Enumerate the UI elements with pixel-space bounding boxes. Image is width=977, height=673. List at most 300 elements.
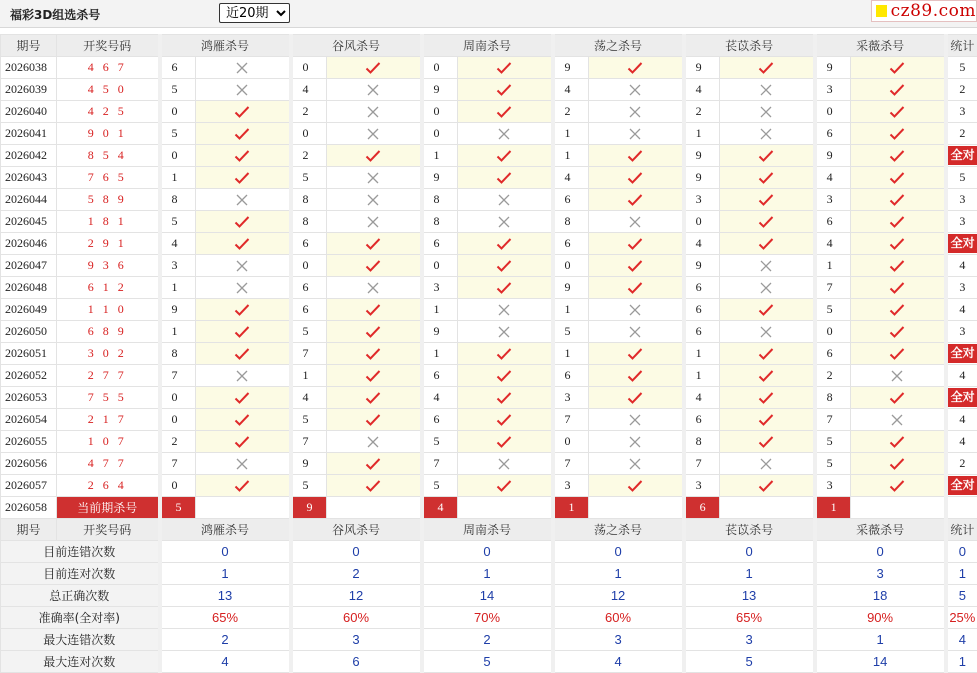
red-check-icon	[327, 233, 422, 255]
red-check-icon	[720, 299, 815, 321]
brand-logo[interactable]	[871, 0, 977, 22]
tally-count: 3	[959, 324, 965, 338]
gray-cross-icon	[458, 321, 553, 343]
stat-row	[1, 541, 977, 563]
draw-number: 4 6 7	[57, 57, 160, 79]
stat-value: 14	[422, 585, 553, 607]
stat-row	[1, 629, 977, 651]
kill-number: 1	[422, 145, 458, 167]
kill-number: 2	[291, 101, 327, 123]
kill-number: 7	[815, 409, 851, 431]
issue-number: 2026055	[1, 431, 57, 453]
red-check-icon	[589, 167, 684, 189]
tally-cell	[946, 453, 977, 475]
gray-cross-icon	[327, 431, 422, 453]
red-check-icon	[458, 233, 553, 255]
kill-number: 2	[160, 431, 196, 453]
stat-value: 1	[160, 563, 291, 585]
draw-number: 3 0 2	[57, 343, 160, 365]
gray-cross-icon	[720, 79, 815, 101]
all-correct-badge: 全对	[948, 388, 977, 407]
stat-value: 5	[422, 651, 553, 673]
tally-cell	[946, 189, 977, 211]
kill-number: 6	[684, 277, 720, 299]
issue-number: 2026040	[1, 101, 57, 123]
current-kill-number: 9	[291, 497, 327, 519]
kill-number: 5	[160, 123, 196, 145]
red-check-icon	[720, 343, 815, 365]
tally-cell	[946, 321, 977, 343]
stat-value: 1	[422, 563, 553, 585]
kill-number: 4	[422, 387, 458, 409]
stat-value: 4	[160, 651, 291, 673]
issue-number: 2026047	[1, 255, 57, 277]
kill-number: 4	[684, 387, 720, 409]
kill-number: 4	[291, 79, 327, 101]
stat-value: 2	[160, 629, 291, 651]
issue-number: 2026050	[1, 321, 57, 343]
stat-value: 6	[291, 651, 422, 673]
tally-cell	[946, 365, 977, 387]
kill-number: 0	[684, 211, 720, 233]
kill-number: 7	[815, 277, 851, 299]
red-check-icon	[851, 101, 946, 123]
issue-number: 2026038	[1, 57, 57, 79]
red-check-icon	[458, 101, 553, 123]
red-check-icon	[851, 123, 946, 145]
brand-square-icon	[876, 5, 887, 17]
kill-number: 9	[422, 79, 458, 101]
stat-value: 0	[422, 541, 553, 563]
red-check-icon	[720, 211, 815, 233]
kill-number: 3	[553, 475, 589, 497]
red-check-icon	[196, 431, 291, 453]
draw-number: 2 9 1	[57, 233, 160, 255]
kill-number: 1	[815, 255, 851, 277]
kill-number: 4	[553, 79, 589, 101]
kill-number: 5	[160, 211, 196, 233]
red-check-icon	[589, 145, 684, 167]
top-bar	[0, 0, 977, 28]
gray-cross-icon	[327, 167, 422, 189]
issue-number: 2026042	[1, 145, 57, 167]
stat-value: 90%	[815, 607, 946, 629]
red-check-icon	[589, 255, 684, 277]
tally-count: 3	[959, 192, 965, 206]
issue-number: 2026045	[1, 211, 57, 233]
stat-tally: 4	[946, 629, 977, 651]
kill-number: 7	[684, 453, 720, 475]
gray-cross-icon	[327, 211, 422, 233]
kill-number: 0	[160, 101, 196, 123]
kill-number: 8	[422, 211, 458, 233]
draw-number: 1 1 0	[57, 299, 160, 321]
issue-number: 2026046	[1, 233, 57, 255]
stat-value: 70%	[422, 607, 553, 629]
tally-cell	[946, 431, 977, 453]
kill-number: 5	[422, 431, 458, 453]
gray-cross-icon	[327, 277, 422, 299]
gray-cross-icon	[589, 79, 684, 101]
gray-cross-icon	[589, 123, 684, 145]
draw-number: 6 1 2	[57, 277, 160, 299]
kill-number: 8	[815, 387, 851, 409]
gray-cross-icon	[589, 409, 684, 431]
red-check-icon	[196, 123, 291, 145]
red-check-icon	[720, 57, 815, 79]
kill-number: 1	[422, 343, 458, 365]
col-method-6: 采薇杀号	[815, 35, 946, 57]
tally-cell	[946, 299, 977, 321]
stat-value: 13	[160, 585, 291, 607]
kill-number: 3	[815, 79, 851, 101]
stat-value: 14	[815, 651, 946, 673]
col-method-5: 苌苡杀号	[684, 519, 815, 541]
kill-number: 0	[160, 387, 196, 409]
kill-number: 7	[291, 343, 327, 365]
kill-number: 7	[160, 453, 196, 475]
stat-value: 3	[815, 563, 946, 585]
current-empty-cell	[327, 497, 422, 519]
red-check-icon	[327, 409, 422, 431]
red-check-icon	[327, 343, 422, 365]
red-check-icon	[589, 57, 684, 79]
tally-count: 5	[959, 60, 965, 74]
kill-number: 9	[553, 277, 589, 299]
red-check-icon	[720, 189, 815, 211]
stat-label: 目前连对次数	[1, 563, 160, 585]
kill-number: 0	[422, 101, 458, 123]
draw-number: 2 1 7	[57, 409, 160, 431]
stat-value: 1	[684, 563, 815, 585]
kill-number: 1	[291, 365, 327, 387]
gray-cross-icon	[196, 365, 291, 387]
kill-number: 6	[684, 409, 720, 431]
kill-number: 8	[160, 343, 196, 365]
draw-number: 4 7 7	[57, 453, 160, 475]
stat-value: 1	[815, 629, 946, 651]
kill-number: 0	[422, 255, 458, 277]
kill-number: 0	[160, 145, 196, 167]
gray-cross-icon	[589, 431, 684, 453]
tally-count: 4	[959, 412, 965, 426]
kill-number: 0	[160, 475, 196, 497]
red-check-icon	[851, 233, 946, 255]
tally-cell	[946, 79, 977, 101]
table-row	[1, 211, 977, 233]
col-method-4: 荡之杀号	[553, 519, 684, 541]
kill-number: 1	[553, 145, 589, 167]
draw-number: 4 5 0	[57, 79, 160, 101]
stat-tally: 0	[946, 541, 977, 563]
kill-number: 9	[422, 321, 458, 343]
kill-number: 2	[553, 101, 589, 123]
kill-number: 9	[684, 255, 720, 277]
draw-number: 5 8 9	[57, 189, 160, 211]
draw-number: 2 7 7	[57, 365, 160, 387]
stat-value: 0	[553, 541, 684, 563]
tally-cell	[946, 123, 977, 145]
col-method-3: 周南杀号	[422, 35, 553, 57]
red-check-icon	[458, 255, 553, 277]
stat-label: 最大连对次数	[1, 651, 160, 673]
kill-number: 6	[553, 233, 589, 255]
kill-number: 4	[684, 79, 720, 101]
red-check-icon	[327, 475, 422, 497]
kill-number: 7	[160, 365, 196, 387]
table-row	[1, 167, 977, 189]
all-correct-badge: 全对	[948, 344, 977, 363]
red-check-icon	[458, 365, 553, 387]
kill-number: 8	[291, 211, 327, 233]
kill-number: 1	[553, 343, 589, 365]
kill-number: 7	[553, 409, 589, 431]
stat-row	[1, 607, 977, 629]
red-check-icon	[196, 211, 291, 233]
kill-number: 1	[160, 321, 196, 343]
red-check-icon	[851, 79, 946, 101]
red-check-icon	[720, 431, 815, 453]
current-kill-label: 当前期杀号	[57, 497, 160, 519]
red-check-icon	[196, 299, 291, 321]
table-row	[1, 189, 977, 211]
red-check-icon	[720, 409, 815, 431]
stat-row	[1, 563, 977, 585]
kill-number: 8	[553, 211, 589, 233]
red-check-icon	[720, 475, 815, 497]
kill-number: 4	[815, 233, 851, 255]
col-issue: 期号	[1, 519, 57, 541]
gray-cross-icon	[327, 189, 422, 211]
table-row	[1, 431, 977, 453]
table-row	[1, 343, 977, 365]
red-check-icon	[720, 365, 815, 387]
draw-number: 1 0 7	[57, 431, 160, 453]
kill-number: 0	[553, 255, 589, 277]
kill-number: 1	[553, 299, 589, 321]
kill-number: 1	[422, 299, 458, 321]
red-check-icon	[851, 255, 946, 277]
col-method-1: 鸿雁杀号	[160, 519, 291, 541]
gray-cross-icon	[458, 453, 553, 475]
current-kill-number: 4	[422, 497, 458, 519]
gray-cross-icon	[589, 299, 684, 321]
current-kill-number: 1	[553, 497, 589, 519]
draw-number: 1 8 1	[57, 211, 160, 233]
red-check-icon	[196, 167, 291, 189]
kill-number: 0	[160, 409, 196, 431]
table-row	[1, 57, 977, 79]
table-row	[1, 475, 977, 497]
stat-tally: 25%	[946, 607, 977, 629]
red-check-icon	[851, 57, 946, 79]
table-row	[1, 387, 977, 409]
draw-number: 6 8 9	[57, 321, 160, 343]
red-check-icon	[851, 343, 946, 365]
red-check-icon	[196, 475, 291, 497]
kill-number: 0	[291, 57, 327, 79]
red-check-icon	[589, 343, 684, 365]
red-check-icon	[458, 277, 553, 299]
red-check-icon	[458, 409, 553, 431]
stat-value: 18	[815, 585, 946, 607]
kill-number: 5	[291, 409, 327, 431]
red-check-icon	[589, 365, 684, 387]
kill-number-table	[0, 34, 977, 673]
red-check-icon	[327, 299, 422, 321]
kill-number: 3	[160, 255, 196, 277]
table-row	[1, 79, 977, 101]
tally-cell	[946, 255, 977, 277]
gray-cross-icon	[327, 79, 422, 101]
gray-cross-icon	[589, 453, 684, 475]
stat-value: 12	[291, 585, 422, 607]
stat-value: 0	[815, 541, 946, 563]
kill-number: 2	[684, 101, 720, 123]
kill-number: 1	[684, 343, 720, 365]
tally-count: 5	[959, 170, 965, 184]
red-check-icon	[458, 145, 553, 167]
kill-number: 4	[815, 167, 851, 189]
gray-cross-icon	[458, 123, 553, 145]
red-check-icon	[327, 145, 422, 167]
tally-cell	[946, 167, 977, 189]
kill-number: 1	[160, 277, 196, 299]
red-check-icon	[589, 233, 684, 255]
issue-number: 2026043	[1, 167, 57, 189]
tally-cell	[946, 211, 977, 233]
draw-number: 7 6 5	[57, 167, 160, 189]
kill-number: 0	[291, 123, 327, 145]
kill-number: 5	[815, 453, 851, 475]
stat-tally: 5	[946, 585, 977, 607]
draw-number: 9 3 6	[57, 255, 160, 277]
stat-label: 目前连错次数	[1, 541, 160, 563]
tally-cell	[946, 475, 977, 497]
current-issue-row	[1, 497, 977, 519]
stat-label: 准确率(全对率)	[1, 607, 160, 629]
gray-cross-icon	[589, 101, 684, 123]
kill-number: 2	[291, 145, 327, 167]
col-draw: 开奖号码	[57, 519, 160, 541]
table-row	[1, 123, 977, 145]
issue-number: 2026041	[1, 123, 57, 145]
gray-cross-icon	[458, 211, 553, 233]
issue-number: 2026048	[1, 277, 57, 299]
tally-cell	[946, 277, 977, 299]
issue-number: 2026051	[1, 343, 57, 365]
red-check-icon	[458, 343, 553, 365]
kill-number: 0	[553, 431, 589, 453]
draw-number: 7 5 5	[57, 387, 160, 409]
kill-number: 6	[291, 277, 327, 299]
kill-number: 4	[684, 233, 720, 255]
stat-value: 0	[291, 541, 422, 563]
issue-number: 2026052	[1, 365, 57, 387]
red-check-icon	[327, 453, 422, 475]
gray-cross-icon	[196, 255, 291, 277]
table-row	[1, 321, 977, 343]
red-check-icon	[851, 145, 946, 167]
tally-cell	[946, 387, 977, 409]
period-select[interactable]	[219, 3, 290, 23]
tally-cell	[946, 101, 977, 123]
kill-number: 6	[291, 233, 327, 255]
gray-cross-icon	[851, 409, 946, 431]
tally-cell	[946, 57, 977, 79]
current-tally-cell	[946, 497, 977, 519]
draw-number: 4 2 5	[57, 101, 160, 123]
kill-number: 9	[684, 145, 720, 167]
gray-cross-icon	[327, 101, 422, 123]
current-kill-number: 6	[684, 497, 720, 519]
kill-number: 5	[553, 321, 589, 343]
stat-value: 1	[553, 563, 684, 585]
stat-row	[1, 585, 977, 607]
kill-number: 6	[291, 299, 327, 321]
kill-number: 9	[291, 453, 327, 475]
stat-value: 13	[684, 585, 815, 607]
draw-number: 2 6 4	[57, 475, 160, 497]
kill-number: 5	[160, 79, 196, 101]
kill-number: 7	[553, 453, 589, 475]
tally-cell	[946, 145, 977, 167]
red-check-icon	[851, 211, 946, 233]
kill-number: 8	[684, 431, 720, 453]
current-empty-cell	[720, 497, 815, 519]
kill-number: 4	[160, 233, 196, 255]
tally-cell	[946, 233, 977, 255]
kill-number: 6	[422, 233, 458, 255]
red-check-icon	[720, 233, 815, 255]
gray-cross-icon	[196, 277, 291, 299]
col-method-1: 鸿雁杀号	[160, 35, 291, 57]
kill-number: 0	[815, 321, 851, 343]
red-check-icon	[851, 321, 946, 343]
kill-number: 5	[815, 299, 851, 321]
kill-number: 9	[684, 167, 720, 189]
kill-number: 9	[815, 57, 851, 79]
issue-number: 2026056	[1, 453, 57, 475]
top-header-row	[1, 35, 977, 57]
col-method-4: 荡之杀号	[553, 35, 684, 57]
red-check-icon	[851, 431, 946, 453]
gray-cross-icon	[720, 277, 815, 299]
tally-count: 3	[959, 214, 965, 228]
stat-label: 总正确次数	[1, 585, 160, 607]
red-check-icon	[851, 189, 946, 211]
red-check-icon	[589, 475, 684, 497]
bottom-header-row	[1, 519, 977, 541]
tally-count: 2	[959, 456, 965, 470]
draw-number: 9 0 1	[57, 123, 160, 145]
kill-number: 0	[815, 101, 851, 123]
red-check-icon	[196, 343, 291, 365]
kill-number: 5	[291, 167, 327, 189]
all-correct-badge: 全对	[948, 234, 977, 253]
gray-cross-icon	[720, 321, 815, 343]
col-tally: 统计	[946, 35, 977, 57]
red-check-icon	[196, 233, 291, 255]
kill-number: 9	[422, 167, 458, 189]
red-check-icon	[458, 387, 553, 409]
stat-value: 3	[684, 629, 815, 651]
kill-number: 6	[815, 343, 851, 365]
kill-number: 6	[422, 365, 458, 387]
kill-number: 3	[684, 189, 720, 211]
red-check-icon	[589, 277, 684, 299]
red-check-icon	[851, 387, 946, 409]
